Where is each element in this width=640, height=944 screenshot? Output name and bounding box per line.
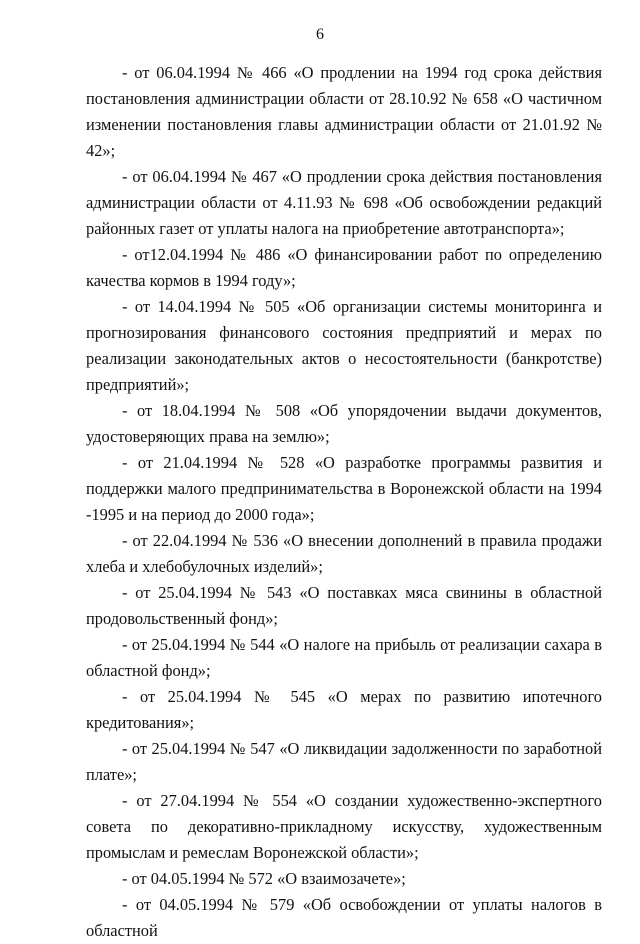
list-item: - от 14.04.1994 № 505 «Об организации системы мониторинга и прогнозирования финансового состояния предприятий и мерах по реализации законодательных актов о несостоятельности (банкротстве) предприятий»; xyxy=(86,297,602,394)
list-item: - от 06.04.1994 № 466 «О продлении на 1994 год срока действия постановления администрации области от 28.10.92 № 658 «О частичном изменении постановления главы администрации области от 21.01.92 № 42»; xyxy=(86,63,602,160)
decree-list xyxy=(86,60,602,944)
page-number: 6 xyxy=(316,26,324,43)
list-item: - от 21.04.1994 № 528 «О разработке программы развития и поддержки малого предпринимательства в Воронежской области на 1994 -1995 и на период до 2000 года»; xyxy=(86,453,602,524)
list-item: - от 04.05.1994 № 572 «О взаимозачете»; xyxy=(122,869,406,888)
list-item: - от 25.04.1994 № 545 «О мерах по развитию ипотечного кредитования»; xyxy=(86,687,602,732)
list-item: - от12.04.1994 № 486 «О финансировании работ по определению качества кормов в 1994 году»; xyxy=(86,245,602,290)
list-item: - от 18.04.1994 № 508 «Об упорядочении выдачи документов, удостоверяющих права на землю»; xyxy=(86,401,602,446)
list-item: - от 25.04.1994 № 547 «О ликвидации задолженности по заработной плате»; xyxy=(86,739,602,784)
list-item: - от 22.04.1994 № 536 «О внесении дополнений в правила продажи хлеба и хлебобулочных изделий»; xyxy=(86,531,602,576)
list-item: - от 06.04.1994 № 467 «О продлении срока действия постановления администрации области от 4.11.93 № 698 «Об освобождении редакций районных газет от уплаты налога на приобретение автотранспорта»; xyxy=(86,167,602,238)
list-item: - от 27.04.1994 № 554 «О создании художественно-экспертного совета по декоративно-прикладному искусству, художественным промыслам и ремеслам Воронежской области»; xyxy=(86,791,602,862)
list-item: - от 25.04.1994 № 543 «О поставках мяса свинины в областной продовольственный фонд»; xyxy=(86,583,602,628)
list-item: - от 25.04.1994 № 544 «О налоге на прибыль от реализации сахара в областной фонд»; xyxy=(86,635,602,680)
list-item: - от 04.05.1994 № 579 «Об освобождении от уплаты налогов в областной xyxy=(86,895,602,940)
